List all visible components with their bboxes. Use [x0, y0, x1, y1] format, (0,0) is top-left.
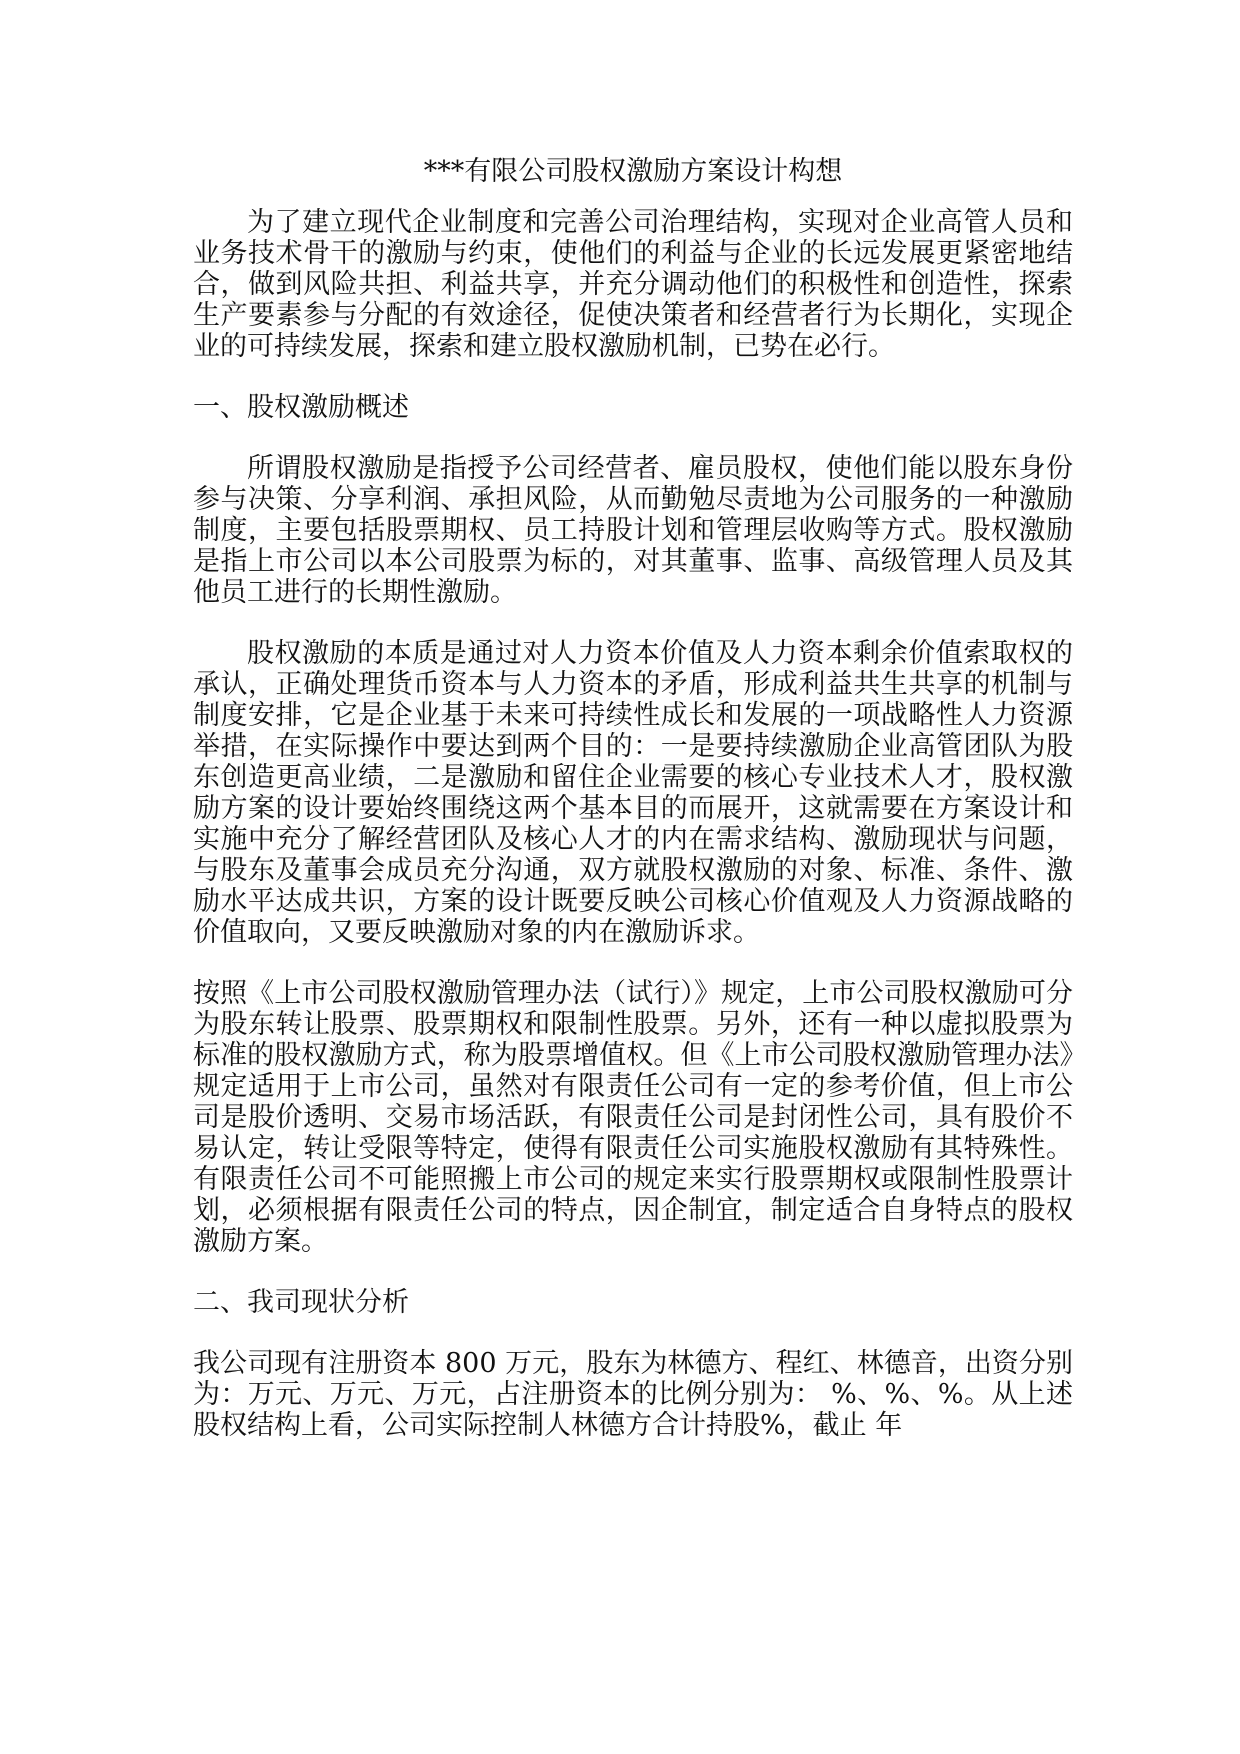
section-1-paragraph-2: 股权激励的本质是通过对人力资本价值及人力资本剩余价值索取权的承认，正确处理货币资本与人力资本的矛盾，形成利益共生共享的机制与制度安排，它是企业基于未来可持续性成长和发展的一项战略性人力资源举措，在实际操作中要达到两个目的：一是要持续激励企业高管团队为股东创造更高业绩，二是激励和留住企业需要的核心专业技术人才，股权激励方案的设计要始终围绕这两个基本目的而展开，这就需要在方案设计和实施中充分了解经营团队及核心人才的内在需求结构、激励现状与问题，与股东及董事会成员充分沟通，双方就股权激励的对象、标准、条件、激励水平达成共识，方案的设计既要反映公司核心价值观及人力资源战略的价值取向，又要反映激励对象的内在激励诉求。 — [193, 638, 1073, 948]
document-body — [193, 156, 1073, 1441]
section-2-heading: 二、我司现状分析 — [193, 1287, 409, 1318]
section-1-heading: 一、股权激励概述 — [193, 392, 409, 423]
section-2-paragraph-1: 我公司现有注册资本 800 万元，股东为林德方、程红、林德音，出资分别为：万元、万元、万元，占注册资本的比例分别为： %、%、%。从上述股权结构上看，公司实际控制人林德方合计持股%，截止 年 — [193, 1348, 1073, 1441]
section-1-paragraph-1: 所谓股权激励是指授予公司经营者、雇员股权，使他们能以股东身份参与决策、分享利润、承担风险，从而勤勉尽责地为公司服务的一种激励制度，主要包括股票期权、员工持股计划和管理层收购等方式。股权激励是指上市公司以本公司股票为标的，对其董事、监事、高级管理人员及其他员工进行的长期性激励。 — [193, 453, 1073, 608]
section-1-paragraph-3: 按照《上市公司股权激励管理办法（试行）》规定，上市公司股权激励可分为股东转让股票、股票期权和限制性股票。另外，还有一种以虚拟股票为标准的股权激励方式，称为股票增值权。但《上市公司股权激励管理办法》规定适用于上市公司，虽然对有限责任公司有一定的参考价值，但上市公司是股价透明、交易市场活跃，有限责任公司是封闭性公司，具有股价不易认定，转让受限等特定，使得有限责任公司实施股权激励有其特殊性。有限责任公司不可能照搬上市公司的规定来实行股票期权或限制性股票计划，必须根据有限责任公司的特点，因企制宜，制定适合自身特点的股权激励方案。 — [193, 978, 1073, 1257]
intro-paragraph: 为了建立现代企业制度和完善公司治理结构，实现对企业高管人员和业务技术骨干的激励与约束，使他们的利益与企业的长远发展更紧密地结合，做到风险共担、利益共享，并充分调动他们的积极性和创造性，探索生产要素参与分配的有效途径，促使决策者和经营者行为长期化，实现企业的可持续发展，探索和建立股权激励机制，已势在必行。 — [193, 207, 1073, 362]
document-title: ***有限公司股权激励方案设计构想 — [423, 156, 843, 187]
